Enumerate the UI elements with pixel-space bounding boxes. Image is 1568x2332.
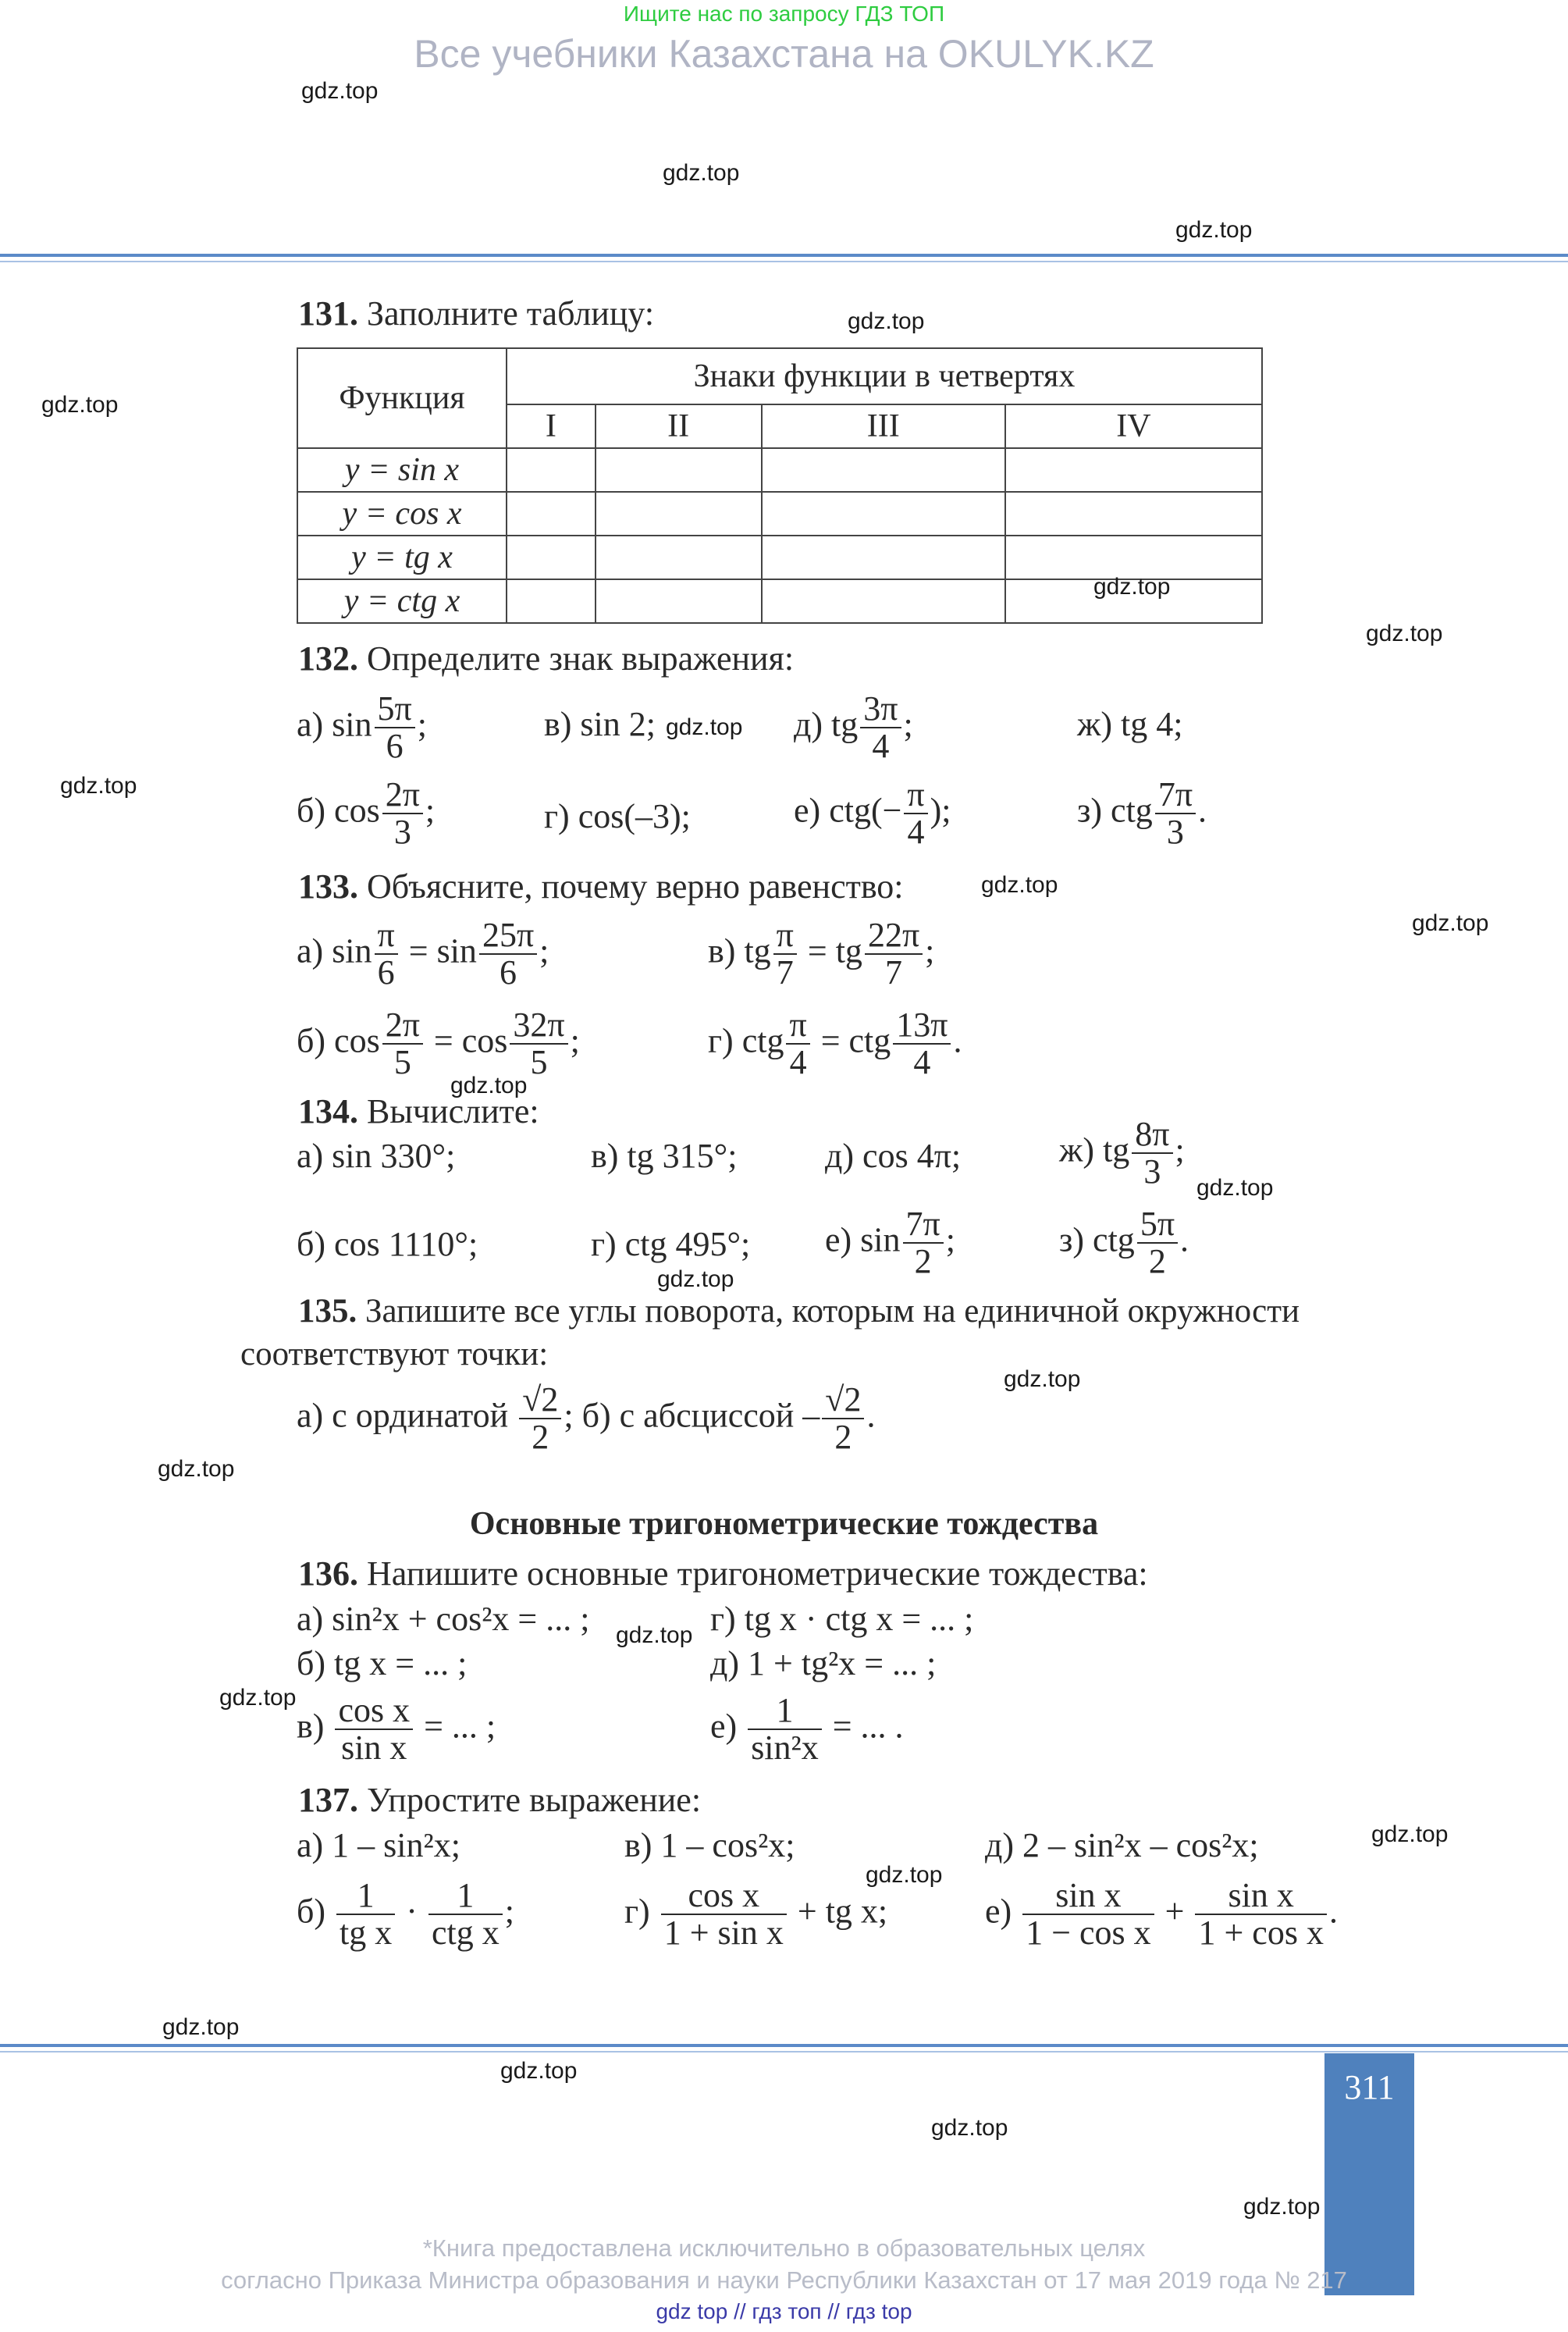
fraction: $\frac{13\pi}{4}$ <box>893 1007 951 1081</box>
ex137-text: Упростите выражение: <box>367 1781 702 1819</box>
watermark: gdz.top <box>931 2115 1008 2141</box>
ex136-text: Напишите основные тригонометрические тождества: <box>367 1554 1148 1593</box>
table-header-function: Функция <box>297 348 507 448</box>
fraction: $\frac{\pi}{4}$ <box>904 777 927 850</box>
watermark: gdz.top <box>1196 1175 1274 1201</box>
ex132-b: б) cos $\frac{2\pi}{3}$ ; <box>297 775 436 852</box>
ex132-z: з) ctg $\frac{7\pi}{3}$ . <box>1077 775 1207 852</box>
top-rule-thin <box>0 261 1568 262</box>
top-search-link[interactable]: Ищите нас по запросу ГДЗ ТОП <box>623 2 945 26</box>
watermark: gdz.top <box>1412 910 1489 936</box>
bottom-rule-thin <box>0 2051 1568 2053</box>
ex132-num: 132. <box>298 639 358 678</box>
fraction: $\frac{1}{\text{tg x}}$ <box>336 1878 395 1951</box>
ex137-v: в) 1 – cos²x; <box>624 1826 795 1864</box>
fraction: $\frac{5\pi}{2}$ <box>1137 1206 1178 1280</box>
watermark: gdz.top <box>866 1862 943 1888</box>
ex134-d: д) cos 4π; <box>825 1137 962 1175</box>
watermark: gdz.top <box>1004 1366 1081 1392</box>
top-rule <box>0 254 1568 257</box>
table-cell <box>1005 492 1262 536</box>
fraction: $\frac{8\pi}{3}$ <box>1132 1116 1172 1190</box>
fraction: $\frac{22\pi}{7}$ <box>865 917 923 991</box>
table-cell <box>596 492 762 536</box>
fraction: $\frac{\text{sin x}}{\text{1 − cos x}}$ <box>1022 1878 1154 1951</box>
ex137-b: б) $\frac{1}{\text{tg x}}$ · 1 ctg x ; <box>297 1876 514 1953</box>
watermark: gdz.top <box>981 872 1058 898</box>
ex135-line2: соответствуют точки: <box>240 1336 549 1372</box>
ex136-d: д) 1 + tg²x = ... ; <box>710 1644 937 1682</box>
watermark: gdz.top <box>60 773 137 799</box>
ex137-e: е) $\frac{\text{sin x}}{\text{1 − cos x}}$ + $\frac{\text{sin x}}{\text{1 + cos x}}$ . <box>985 1876 1338 1953</box>
ex133-heading <box>298 867 904 906</box>
table-cell <box>596 579 762 623</box>
ex137-d: д) 2 – sin²x – cos²x; <box>985 1826 1259 1864</box>
table-cell <box>762 579 1005 623</box>
fraction: $\frac{\text{sin x}}{\text{1 + cos x}}$ <box>1195 1878 1326 1951</box>
table-cell <box>596 536 762 579</box>
ex136-e: е) $\frac{1}{\text{sin²x}}$ = ... . <box>710 1691 904 1768</box>
ex136-a: а) sin²x + cos²x = ... ; <box>297 1600 590 1638</box>
watermark: gdz.top <box>158 1456 235 1482</box>
ex133-num: 133. <box>298 867 358 906</box>
table-cell <box>507 579 596 623</box>
table-cell <box>507 536 596 579</box>
watermark: gdz.top <box>663 160 740 186</box>
fraction: $\frac{\text{cos x}}{\text{sin x}}$ <box>335 1693 413 1766</box>
fraction: $\frac{32\pi}{5}$ <box>510 1007 567 1081</box>
ex134-a: а) sin 330°; <box>297 1137 456 1175</box>
bottom-rule <box>0 2044 1568 2047</box>
fraction: $\frac{\text{cos x}}{\text{1 + sin x}}$ <box>661 1878 787 1951</box>
fraction: $\frac{\pi}{6}$ <box>375 917 398 991</box>
footer-link[interactable]: gdz top <box>656 2299 728 2323</box>
ex133-text: Объясните, почему верно равенство: <box>367 867 904 906</box>
quarter-1: I <box>507 404 596 448</box>
ex134-e: е) sin $\frac{7\pi}{2}$ ; <box>825 1205 955 1281</box>
ex131-num: 131. <box>298 294 358 333</box>
watermark: gdz.top <box>162 2014 240 2040</box>
ex133-g: г) ctg $\frac{\pi}{4}$ = ctg $\frac{13\pi}{4}$ . <box>708 1006 962 1082</box>
footer-links <box>0 2299 1568 2324</box>
ex132-g: г) cos(–3); <box>544 797 691 835</box>
watermark: gdz.top <box>616 1622 693 1648</box>
footer-separator: // <box>734 2299 746 2323</box>
ex134-v: в) tg 315°; <box>591 1137 738 1175</box>
ex137-g: г) $\frac{\text{cos x}}{\text{1 + sin x}}$ + tg x; <box>624 1876 888 1953</box>
ex133-v: в) tg $\frac{\pi}{7}$ = tg $\frac{22\pi}{7}$ ; <box>708 916 935 992</box>
ex131-heading <box>298 294 654 333</box>
ex132-zh: ж) tg 4; <box>1077 705 1183 743</box>
footer-link[interactable]: гдз top <box>845 2299 912 2323</box>
ex136-heading <box>298 1554 1148 1593</box>
table-cell <box>762 492 1005 536</box>
ex132-heading <box>298 639 794 678</box>
fraction: $\frac{7\pi}{3}$ <box>1155 777 1196 850</box>
ex134-num: 134. <box>298 1092 358 1130</box>
ex134-zh: ж) tg $\frac{8\pi}{3}$ ; <box>1059 1115 1185 1191</box>
fraction: $\frac{25\pi}{6}$ <box>479 917 537 991</box>
ex135-num: 135. <box>298 1293 357 1330</box>
table-cell <box>596 448 762 492</box>
fraction: $\frac{\pi}{7}$ <box>773 917 797 991</box>
ex136-g: г) tg x · ctg x = ... ; <box>710 1600 974 1638</box>
ex135-line1: 135. Запишите все углы поворота, которым на единичной окружности <box>298 1293 1300 1330</box>
table-row-label: y = cos x <box>297 492 507 536</box>
table-cell <box>762 536 1005 579</box>
watermark: gdz.top <box>848 308 925 334</box>
watermark: gdz.top <box>1243 2194 1321 2220</box>
watermark: gdz.top <box>1371 1821 1449 1847</box>
ex135-items: а) с ординатой $\frac{√2}{2}$ ; б) с абсциссой – $\frac{√2}{2}$ . <box>297 1380 876 1457</box>
ex134-text: Вычислите: <box>367 1092 539 1130</box>
table-row-label: y = sin x <box>297 448 507 492</box>
footer-disclaimer-line1: *Книга предоставлена исключительно в образовательных целях <box>422 2234 1146 2262</box>
quarter-2: II <box>596 404 762 448</box>
fraction: $\frac{2\pi}{3}$ <box>382 777 423 850</box>
fraction: $\frac{1}{\text{sin²x}}$ <box>748 1693 822 1766</box>
ex132-a: а) sin $\frac{5\pi}{6}$ ; <box>297 689 427 766</box>
table-row-label: y = ctg x <box>297 579 507 623</box>
quarter-4: IV <box>1005 404 1262 448</box>
footer-link[interactable]: гдз топ <box>752 2299 822 2323</box>
fraction: $\frac{2\pi}{5}$ <box>382 1007 423 1081</box>
table-cell <box>762 448 1005 492</box>
footer-disclaimer-line2: согласно Приказа Министра образования и науки Республики Казахстан от 17 мая 2019 года № 217 <box>221 2266 1347 2294</box>
watermark: gdz.top <box>301 78 379 104</box>
fraction: 1 ctg x <box>428 1878 503 1951</box>
ex132-text: Определите знак выражения: <box>367 639 795 678</box>
fraction: $\frac{√2}{2}$ <box>519 1382 561 1455</box>
ex134-z: з) ctg $\frac{5\pi}{2}$ . <box>1059 1205 1189 1281</box>
table-cell <box>507 448 596 492</box>
fraction: $\frac{7\pi}{2}$ <box>903 1206 944 1280</box>
ex136-num: 136. <box>298 1554 358 1593</box>
watermark: gdz.top <box>1175 217 1253 243</box>
ex134-g: г) ctg 495°; <box>591 1225 751 1263</box>
ex134-b: б) cos 1110°; <box>297 1225 478 1263</box>
table-cell <box>1005 448 1262 492</box>
table-cell <box>1005 536 1262 579</box>
watermark: gdz.top <box>1093 574 1171 600</box>
ex136-v: в) $\frac{\text{cos x}}{\text{sin x}}$ = ... ; <box>297 1691 496 1768</box>
watermark: gdz.top <box>500 2058 578 2084</box>
ex136-b: б) tg x = ... ; <box>297 1644 468 1682</box>
watermark: gdz.top <box>1366 621 1443 646</box>
ex133-a: а) sin $\frac{\pi}{6}$ = sin $\frac{25\pi}{6}$ ; <box>297 916 549 992</box>
footer-separator: // <box>827 2299 840 2323</box>
ex137-heading <box>298 1780 701 1820</box>
quarter-3: III <box>762 404 1005 448</box>
ex131-text: Заполните таблицу: <box>367 294 655 333</box>
ex132-d: д) tg $\frac{3\pi}{4}$ ; <box>794 689 913 766</box>
table-row-label: y = tg x <box>297 536 507 579</box>
watermark: gdz.top <box>41 392 119 418</box>
page-number: 311 <box>1344 2068 1395 2106</box>
watermark: gdz.top <box>450 1073 528 1098</box>
ex132-v: в) sin 2; <box>544 705 656 743</box>
watermark: gdz.top <box>219 1685 297 1711</box>
ex137-num: 137. <box>298 1781 358 1819</box>
fraction: $\frac{√2}{2}$ <box>822 1382 864 1455</box>
table-header-signs: Знаки функции в четвертях <box>507 348 1262 404</box>
watermark: gdz.top <box>657 1266 734 1292</box>
ex132-e: е) ctg(− $\frac{\pi}{4}$ ); <box>794 775 951 852</box>
watermark: gdz.top <box>666 714 743 740</box>
ex133-b: б) cos $\frac{2\pi}{5}$ = cos $\frac{32\pi}{5}$ ; <box>297 1006 580 1082</box>
table-cell <box>507 492 596 536</box>
fraction: $\frac{3\pi}{4}$ <box>860 691 901 764</box>
section-title: Основные тригонометрические тождества <box>469 1506 1099 1542</box>
fraction: $\frac{\pi}{4}$ <box>786 1007 809 1081</box>
site-title[interactable]: Все учебники Казахстана на OKULYK.KZ <box>414 32 1154 76</box>
fraction: $\frac{5\pi}{6}$ <box>375 691 415 764</box>
ex137-a: а) 1 – sin²x; <box>297 1826 460 1864</box>
